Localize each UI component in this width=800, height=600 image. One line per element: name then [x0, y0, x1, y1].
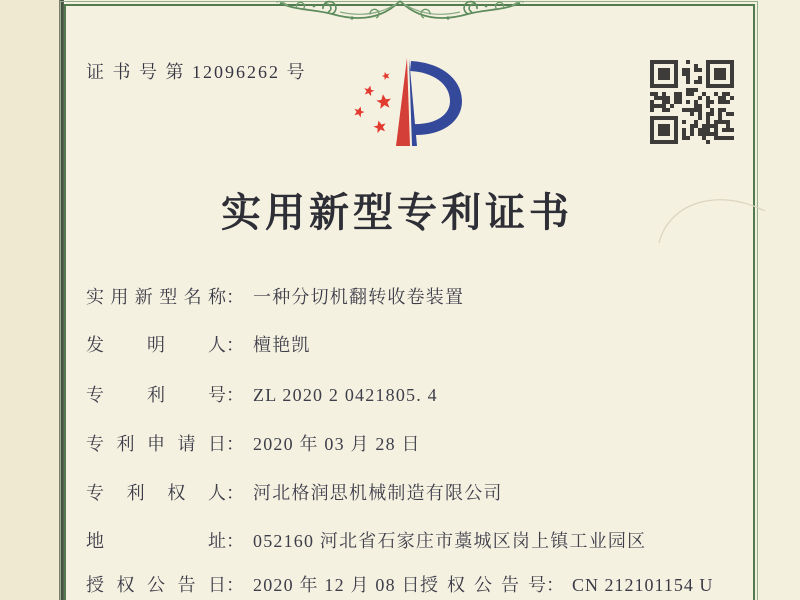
field-value: CN 212101154 U — [572, 575, 714, 595]
field-label: 授权公告号 — [420, 575, 546, 595]
field-value: 2020 年 12 月 08 日 — [253, 575, 421, 595]
field-value: ZL 2020 2 0421805. 4 — [253, 385, 438, 405]
field-label: 发明人 — [86, 335, 226, 355]
field-colon: ： — [226, 531, 244, 551]
certificate-title: 实用新型专利证书 — [221, 190, 573, 235]
field-colon: ： — [226, 483, 244, 503]
field-row-grant-number — [420, 571, 713, 597]
field-row-address — [86, 527, 646, 553]
field-colon: ： — [546, 575, 564, 595]
field-colon: ： — [226, 385, 244, 405]
field-value: 檀艳凯 — [253, 335, 311, 355]
certificate-number: 证 书 号 第 12096262 号 — [86, 62, 307, 82]
field-value: 052160 河北省石家庄市藁城区岗上镇工业园区 — [253, 531, 647, 551]
field-value: 河北格润思机械制造有限公司 — [253, 483, 503, 503]
field-colon: ： — [226, 287, 244, 307]
field-label: 授权公告日 — [86, 575, 226, 595]
cnipa-logo-icon — [352, 56, 466, 151]
field-row-grant-date — [86, 571, 421, 597]
field-row-inventor — [86, 331, 311, 357]
field-label: 专利权人 — [86, 483, 226, 503]
field-row-filing-date — [86, 430, 421, 456]
field-value: 一种分切机翻转收卷装置 — [253, 287, 465, 307]
field-row-patentee — [86, 479, 503, 505]
field-colon: ： — [226, 434, 244, 454]
top-flourish-ornament — [272, 0, 528, 26]
field-label: 专利申请日 — [86, 434, 226, 454]
field-colon: ： — [226, 335, 244, 355]
field-row-invention-name — [86, 283, 464, 309]
field-value: 2020 年 03 月 28 日 — [253, 434, 421, 454]
field-label: 实用新型名称 — [86, 287, 226, 307]
qr-code — [650, 60, 734, 144]
field-colon: ： — [226, 575, 244, 595]
field-label: 地址 — [86, 531, 226, 551]
field-label: 专利号 — [86, 385, 226, 405]
field-row-patent-number — [86, 381, 438, 407]
